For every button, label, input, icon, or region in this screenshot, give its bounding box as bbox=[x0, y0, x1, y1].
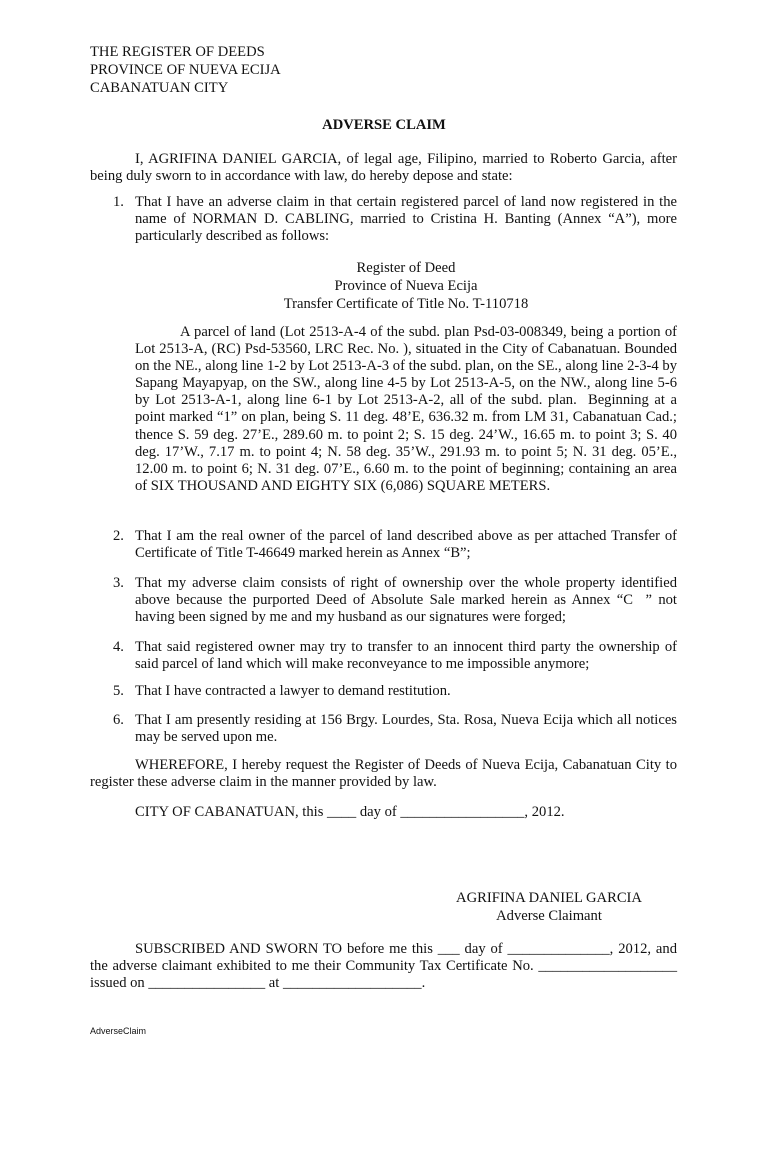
list-item-number: 2. bbox=[113, 528, 124, 544]
list-item-number: 6. bbox=[113, 712, 124, 728]
title-block-line-1: Register of Deed bbox=[356, 260, 456, 276]
list-item-number: 3. bbox=[113, 575, 124, 591]
city-date-line: CITY OF CABANATUAN, this ____ day of _________________, 2012. bbox=[135, 804, 565, 820]
title-block-line-3: Transfer Certificate of Title No. T-110718 bbox=[283, 296, 529, 312]
claimant-role: Adverse Claimant bbox=[496, 908, 602, 924]
addressee-line-3: CABANATUAN CITY bbox=[90, 79, 229, 96]
list-item-text: That I have contracted a lawyer to demand restitution. bbox=[135, 683, 451, 699]
list-item-number: 1. bbox=[113, 194, 124, 210]
list-item-number: 5. bbox=[113, 683, 124, 699]
title-block-line-2: Province of Nueva Ecija bbox=[334, 278, 478, 294]
document-title: ADVERSE CLAIM bbox=[322, 117, 446, 133]
list-item-text: That I am presently residing at 156 Brgy. Lourdes, Sta. Rosa, Nueva Ecija which all notices may be served upon me. bbox=[135, 712, 677, 746]
title-certificate-block bbox=[135, 260, 677, 314]
addressee-line-1: THE REGISTER OF DEEDS bbox=[90, 44, 265, 60]
list-item-text: That I am the real owner of the parcel of land described above as per attached Transfer of Certificate of Title T-46649 marked herein as Annex “B”; bbox=[135, 528, 677, 562]
signature-block bbox=[420, 890, 678, 926]
list-item-text: That said registered owner may try to transfer to an innocent third party the ownership of said parcel of land which will make reconveyance to me impossible anymore; bbox=[135, 639, 677, 673]
list-item-number: 4. bbox=[113, 639, 124, 655]
list-item-text: That I have an adverse claim in that certain registered parcel of land now registered in the name of NORMAN D. CABLING, married to Cristina H. Banting (Annex “A”), more particularly described as follows: bbox=[135, 194, 677, 245]
addressee-block bbox=[90, 44, 690, 97]
wherefore-paragraph: WHEREFORE, I hereby request the Register of Deeds of Nueva Ecija, Cabanatuan City to register these adverse claim in the manner provided by law. bbox=[90, 757, 677, 791]
jurat-paragraph: SUBSCRIBED AND SWORN TO before me this ___ day of ______________, 2012, and the adverse claimant exhibited to me their Community Tax Certificate No. ___________________ issued on ________________ at ___________________. bbox=[90, 941, 677, 992]
footer-label: AdverseClaim bbox=[90, 1026, 147, 1036]
intro-paragraph: I, AGRIFINA DANIEL GARCIA, of legal age, Filipino, married to Roberto Garcia, after being duly sworn to in accordance with law, do hereby depose and state: bbox=[90, 151, 677, 185]
list-item-text: That my adverse claim consists of right of ownership over the whole property identified above because the purported Deed of Absolute Sale marked herein as Annex “C ” not having been signed by me and my husband as our signatures were forged; bbox=[135, 575, 677, 626]
land-description: A parcel of land (Lot 2513-A-4 of the subd. plan Psd-03-008349, being a portion of Lot 2513-A, (RC) Psd-53560, LRC Rec. No. ), situated in the City of Cabanatuan. Bounded on the NE., along line 1-2 by Lot 2513-A-3 of the subd. plan, on the SE., along line 2-3-4 by Sapang Mayapyap, on the SW., along line 4-5 by Lot 2513-A-5, on the NW., along line 5-6 by Lot 2513-A-1, along line 6-1 by Lot 2513-A-2, all of the subd. plan. Beginning at a point marked “1” on plan, being S. 11 deg. 48’E, 636.32 m. from LM 31, Cabanatuan Cad.; thence S. 59 deg. 27’E., 289.60 m. to point 2; S. 15 deg. 24’W., 16.65 m. to point 3; S. 40 deg. 17’W., 7.17 m. to point 4; N. 58 deg. 35’W., 291.93 m. to point 5; N. 31 deg. 05’E., 12.00 m. to point 6; N. 31 deg. 07’E., 6.60 m. to the point of beginning; containing an area of SIX THOUSAND AND EIGHTY SIX (6,086) SQUARE METERS. bbox=[135, 324, 677, 494]
claimant-name: AGRIFINA DANIEL GARCIA bbox=[456, 890, 642, 906]
addressee-line-2: PROVINCE OF NUEVA ECIJA bbox=[90, 61, 281, 78]
